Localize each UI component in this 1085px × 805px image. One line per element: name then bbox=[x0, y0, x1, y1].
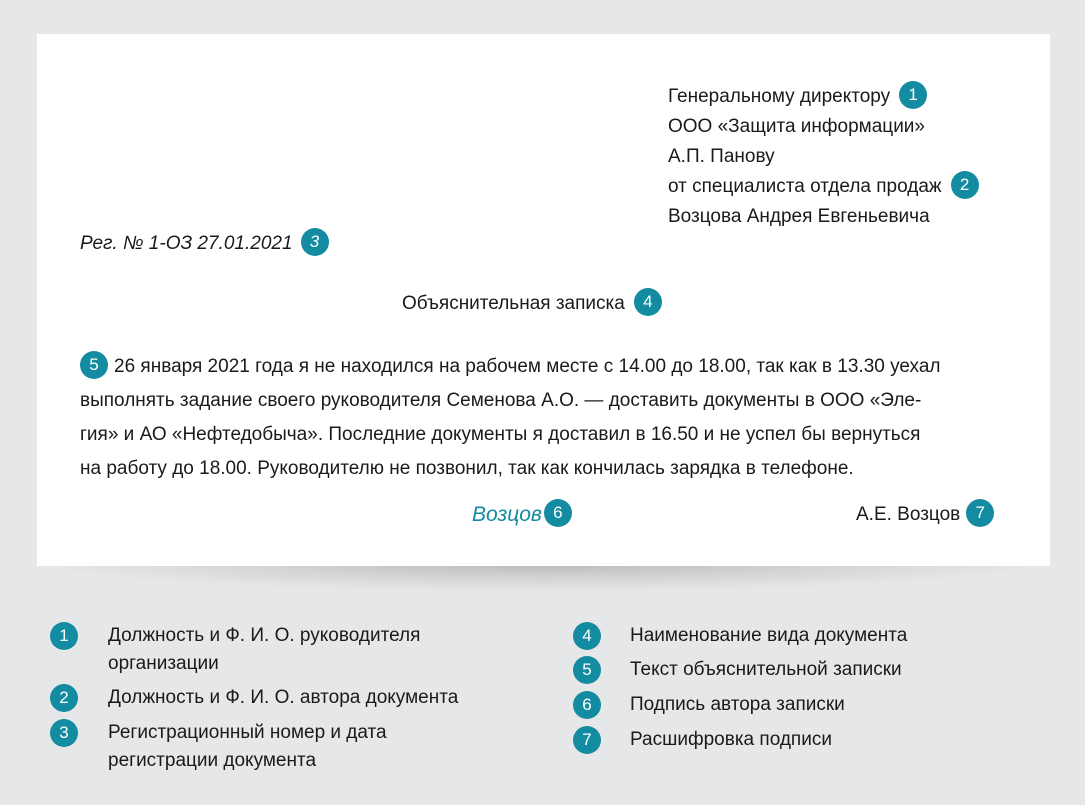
registration-number: Рег. № 1-ОЗ 27.01.2021 bbox=[80, 233, 293, 255]
legend-text: Расшифровка подписи bbox=[630, 729, 832, 750]
legend-badge-5: 5 bbox=[573, 656, 601, 684]
legend-text: регистрации документа bbox=[108, 750, 317, 771]
marker-badge-3: 3 bbox=[301, 228, 329, 256]
body-line bbox=[80, 350, 1010, 384]
addressee-line bbox=[668, 82, 979, 112]
body-line: гия» и АО «Нефтедобыча». Последние документы я доставил в 16.50 и не успел бы вернуться bbox=[80, 424, 921, 445]
addressee-line bbox=[668, 172, 979, 202]
legend-badge-1: 1 bbox=[50, 622, 78, 650]
registration-line bbox=[80, 232, 329, 256]
body-line: выполнять задание своего руководителя Семенова А.О. — доставить документы в ООО «Эле- bbox=[80, 390, 922, 411]
marker-badge-7: 7 bbox=[966, 499, 994, 527]
marker-badge-5: 5 bbox=[80, 351, 108, 379]
legend-text: организации bbox=[108, 653, 219, 674]
signature-name-line bbox=[856, 503, 994, 527]
legend-text: Должность и Ф. И. О. автора документа bbox=[108, 687, 459, 708]
legend-item bbox=[50, 719, 510, 775]
addressee-name: А.П. Панову bbox=[668, 146, 775, 167]
author-position: от специалиста отдела продаж bbox=[668, 176, 942, 197]
addressee-position: Генеральному директору bbox=[668, 86, 891, 107]
signature-decoding: А.Е. Возцов bbox=[856, 504, 961, 526]
addressee-organization: ООО «Защита информации» bbox=[668, 116, 925, 137]
legend-badge-3: 3 bbox=[50, 719, 78, 747]
addressee-block bbox=[668, 82, 979, 232]
body-line-text: 26 января 2021 года я не находился на рабочем месте с 14.00 до 18.00, так как в 13.30 уехал bbox=[114, 356, 941, 377]
signature-line bbox=[472, 503, 572, 527]
legend-item bbox=[573, 656, 1033, 684]
legend-text: Должность и Ф. И. О. руководителя bbox=[108, 625, 421, 646]
marker-badge-4: 4 bbox=[634, 288, 662, 316]
legend-text: Подпись автора записки bbox=[630, 694, 845, 715]
legend-badge-4: 4 bbox=[573, 622, 601, 650]
legend-item bbox=[573, 691, 1033, 719]
marker-badge-6: 6 bbox=[544, 499, 572, 527]
document-body bbox=[80, 350, 1010, 486]
legend-badge-7: 7 bbox=[573, 726, 601, 754]
legend-text: Регистрационный номер и дата bbox=[108, 722, 387, 743]
legend-item bbox=[573, 622, 1033, 650]
marker-badge-1: 1 bbox=[899, 81, 927, 109]
legend-text: Текст объяснительной записки bbox=[630, 659, 902, 680]
legend-item bbox=[50, 684, 510, 712]
legend-item bbox=[50, 622, 510, 678]
legend-badge-2: 2 bbox=[50, 684, 78, 712]
author-name: Возцова Андрея Евгеньевича bbox=[668, 206, 930, 227]
legend-item bbox=[573, 726, 1033, 754]
legend-text: Наименование вида документа bbox=[630, 625, 908, 646]
body-line: на работу до 18.00. Руководителю не позвонил, так как кончилась зарядка в телефоне. bbox=[80, 458, 854, 479]
document-title: Объяснительная записка bbox=[402, 293, 625, 315]
legend-badge-6: 6 bbox=[573, 691, 601, 719]
marker-badge-2: 2 bbox=[951, 171, 979, 199]
document-title-line bbox=[402, 292, 662, 316]
handwritten-signature: Возцов bbox=[472, 503, 542, 526]
